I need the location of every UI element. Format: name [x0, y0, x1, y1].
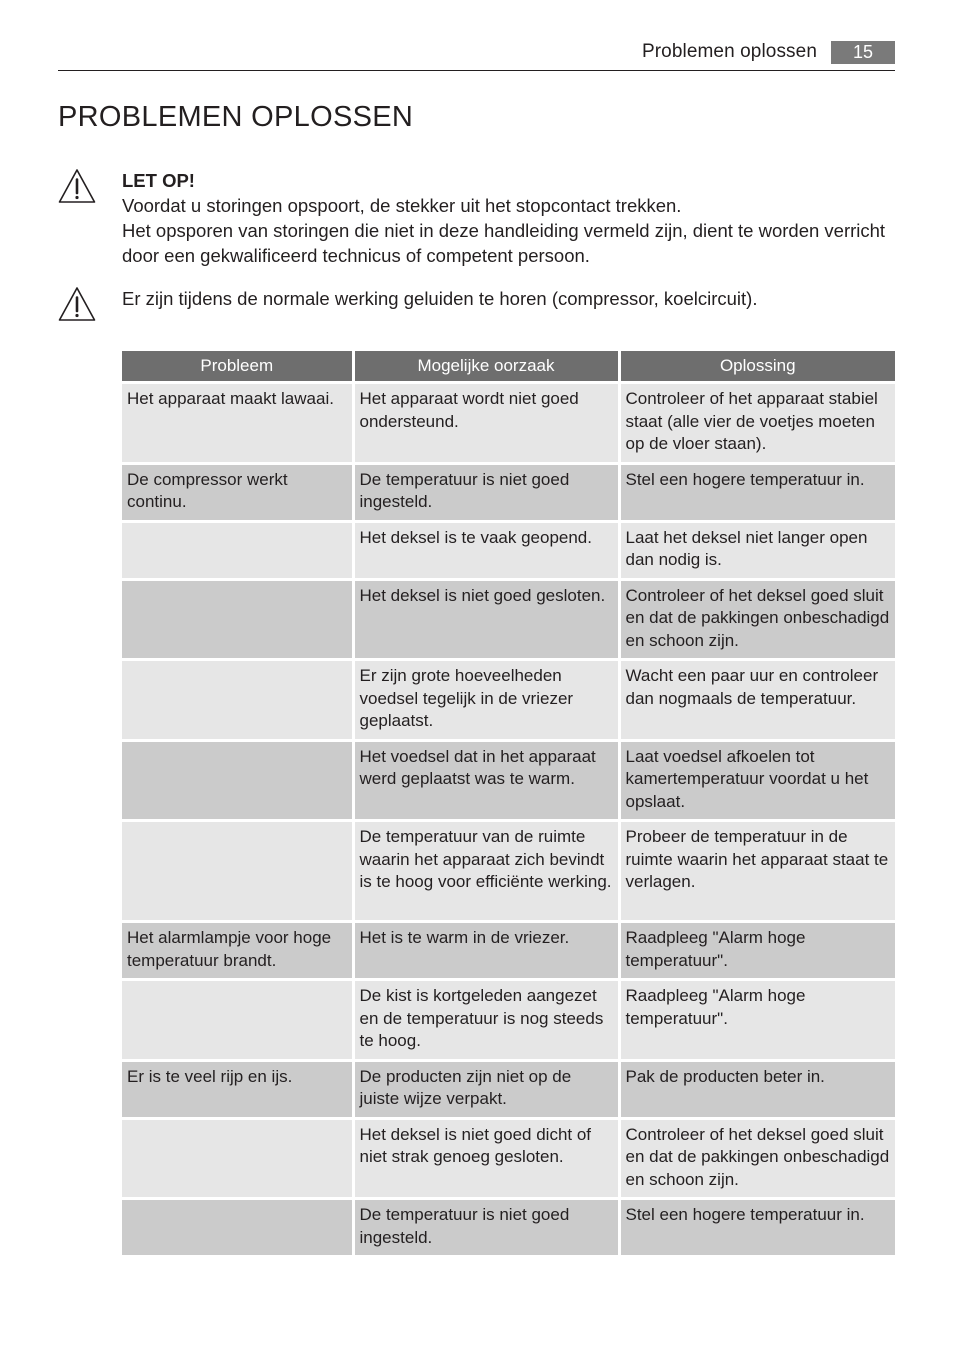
- warning-line: Voordat u storingen opspoort, de stekker uit het stopcontact trekken.: [122, 195, 682, 216]
- solution-cell: Raadpleeg "Alarm hoge temperatuur".: [619, 980, 895, 1061]
- problem-cell: [122, 579, 353, 660]
- table-row: [122, 980, 895, 1061]
- problem-cell: [122, 521, 353, 579]
- table-row: [122, 1060, 895, 1118]
- solution-cell: Probeer de temperatuur in de ruimte waarin het apparaat staat te verlagen.: [619, 821, 895, 922]
- table-row: [122, 579, 895, 660]
- page-number: 15: [831, 41, 895, 64]
- warning-line: Er zijn tijdens de normale werking geluiden te horen (compressor, koelcircuit).: [122, 288, 758, 309]
- table-row: [122, 922, 895, 980]
- problem-cell: [122, 1118, 353, 1199]
- table-row: [122, 463, 895, 521]
- header-section-title: Problemen oplossen: [641, 41, 817, 62]
- table-row: [122, 821, 895, 922]
- cause-cell: Het deksel is niet goed dicht of niet strak genoeg gesloten.: [353, 1118, 619, 1199]
- cause-cell: Er zijn grote hoeveelheden voedsel tegelijk in de vriezer geplaatst.: [353, 660, 619, 741]
- warning-text: [122, 168, 892, 268]
- cause-cell: Het apparaat wordt niet goed ondersteund.: [353, 383, 619, 464]
- page-title: PROBLEMEN OPLOSSEN: [58, 101, 414, 133]
- solution-cell: Laat het deksel niet langer open dan nodig is.: [619, 521, 895, 579]
- warning-line: Het opsporen van storingen die niet in deze handleiding vermeld zijn, dient te worden verricht door een gekwalificeerd technicus of competent persoon.: [122, 220, 886, 266]
- table-row: [122, 383, 895, 464]
- problem-cell: [122, 740, 353, 821]
- problem-cell: [122, 980, 353, 1061]
- cause-cell: Het voedsel dat in het apparaat werd geplaatst was te warm.: [353, 740, 619, 821]
- solution-cell: Controleer of het deksel goed sluit en dat de pakkingen onbeschadigd en schoon zijn.: [619, 579, 895, 660]
- page-header: [58, 38, 895, 71]
- table-row: [122, 1199, 895, 1257]
- cause-cell: De kist is kortgeleden aangezet en de temperatuur is nog steeds te hoog.: [353, 980, 619, 1061]
- solution-cell: Raadpleeg "Alarm hoge temperatuur".: [619, 922, 895, 980]
- problem-cell: De compressor werkt continu.: [122, 463, 353, 521]
- problem-cell: Er is te veel rijp en ijs.: [122, 1060, 353, 1118]
- warning-triangle-icon: [58, 168, 96, 204]
- table-row: [122, 740, 895, 821]
- cause-cell: De temperatuur is niet goed ingesteld.: [353, 463, 619, 521]
- solution-cell: Stel een hogere temperatuur in.: [619, 463, 895, 521]
- problem-cell: Het apparaat maakt lawaai.: [122, 383, 353, 464]
- table-row: [122, 660, 895, 741]
- solution-cell: Laat voedsel afkoelen tot kamertemperatuur voordat u het opslaat.: [619, 740, 895, 821]
- cause-cell: De temperatuur van de ruimte waarin het apparaat zich bevindt is te hoog voor efficiënte werking.: [353, 821, 619, 922]
- solution-cell: Controleer of het apparaat stabiel staat (alle vier de voetjes moeten op de vloer staan).: [619, 383, 895, 464]
- column-header-problem: Probleem: [122, 350, 353, 383]
- table-header-row: [122, 350, 895, 383]
- table-row: [122, 521, 895, 579]
- cause-cell: Het is te warm in de vriezer.: [353, 922, 619, 980]
- cause-cell: De temperatuur is niet goed ingesteld.: [353, 1199, 619, 1257]
- problem-cell: [122, 660, 353, 741]
- cause-cell: Het deksel is te vaak geopend.: [353, 521, 619, 579]
- solution-cell: Wacht een paar uur en controleer dan nogmaals de temperatuur.: [619, 660, 895, 741]
- column-header-solution: Oplossing: [619, 350, 895, 383]
- troubleshooting-table: [122, 348, 895, 1258]
- cause-cell: De producten zijn niet op de juiste wijze verpakt.: [353, 1060, 619, 1118]
- warning-triangle-icon: [58, 286, 96, 322]
- warning-heading: LET OP!: [122, 170, 195, 191]
- solution-cell: Controleer of het deksel goed sluit en dat de pakkingen onbeschadigd en schoon zijn.: [619, 1118, 895, 1199]
- column-header-cause: Mogelijke oorzaak: [353, 350, 619, 383]
- solution-cell: Stel een hogere temperatuur in.: [619, 1199, 895, 1257]
- problem-cell: Het alarmlampje voor hoge temperatuur brandt.: [122, 922, 353, 980]
- cause-cell: Het deksel is niet goed gesloten.: [353, 579, 619, 660]
- problem-cell: [122, 1199, 353, 1257]
- solution-cell: Pak de producten beter in.: [619, 1060, 895, 1118]
- table-row: [122, 1118, 895, 1199]
- warning-text: [122, 286, 892, 311]
- problem-cell: [122, 821, 353, 922]
